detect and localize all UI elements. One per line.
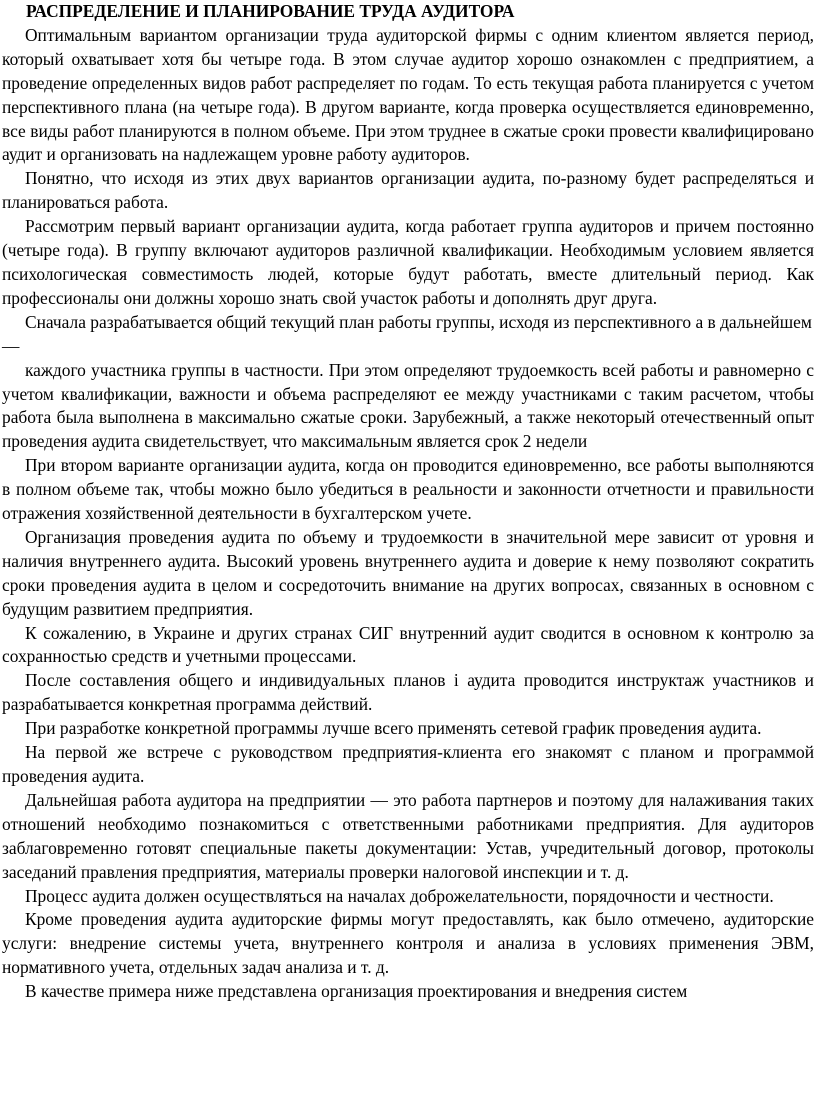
- paragraph-briefing: После составления общего и индивидуальных планов і аудита проводится инструктаж участников и разрабатывается конкретная программа действий.: [2, 670, 814, 715]
- paragraph-general-plan: Сначала разрабатывается общий текущий план работы группы, исходя из перспективного а в дальнейшем —: [2, 311, 812, 356]
- document-title: РАСПРЕДЕЛЕНИЕ И ПЛАНИРОВАНИЕ ТРУДА АУДИТОРА: [26, 1, 515, 21]
- paragraph-partners-work: Дальнейшая работа аудитора на предприятии — это работа партнеров и поэтому для налаживания таких отношений необходимо познакомиться с ответственными работниками предприятия. Для аудиторов заблаговременно готовят специальные пакеты документации: Устав, учредительный договор, протоколы заседаний правления предприятия, материалы проверки налоговой инспекции и т. д.: [2, 789, 814, 882]
- paragraph-audit-services: Кроме проведения аудита аудиторские фирмы могут предоставлять, как было отмечено, аудиторские услуги: внедрение системы учета, внутреннего контроля и анализа в условиях применения ЭВМ, нормативного учета, отдельных задач анализа и т. д.: [2, 909, 814, 978]
- paragraph-first-variant: Рассмотрим первый вариант организации аудита, когда работает группа аудиторов и причем постоянно (четыре года). В группу включают аудиторов различной квалификации. Необходимым условием является психологическая совместимость людей, которые будут работать, вместе длительный период. Как профессионалы они должны хорошо знать свой участок работы и дополнять друг друга.: [2, 216, 814, 308]
- paragraph-second-variant: При втором варианте организации аудита, когда он проводится единовременно, все работы выполняются в полном объеме так, чтобы можно было убедиться в реальности и законности отчетности и правильности отражения хозяйственной деятельности в бухгалтерском учете.: [2, 455, 814, 524]
- paragraph-network-schedule: При разработке конкретной программы лучше всего применять сетевой график проведения аудита.: [25, 718, 762, 739]
- paragraph-each-participant: каждого участника группы в частности. При этом определяют трудоемкость всей работы и равномерно с учетом квалификации, важности и объема распределяют ее между участниками с таким расчетом, чтобы работа была выполнена в максимально сжатые сроки. Зарубежный, а также некоторый отечественный опыт проведения аудита свидетельствует, что максимальным является срок 2 недели: [2, 359, 814, 452]
- paragraph-internal-audit: Организация проведения аудита по объему и трудоемкости в значительной мере зависит от уровня и наличия внутреннего аудита. Высокий уровень внутреннего аудита и доверие к нему позволяют сократить сроки проведения аудита в целом и сосредоточить внимание на других вопросах, связанных в основном с будущим развитием предприятия.: [2, 526, 814, 619]
- paragraph-audit-principles: Процесс аудита должен осуществляться на началах доброжелательности, порядочности и честности.: [25, 885, 774, 906]
- paragraph-ukraine-cis: К сожалению, в Украине и других странах СИГ внутренний аудит сводится в основном к контролю за сохранностью средств и учетными процессами.: [2, 622, 814, 667]
- paragraph-example: В качестве примера ниже представлена организация проектирования и внедрения систем: [25, 981, 688, 1002]
- paragraph-first-meeting: На первой же встрече с руководством предприятия-клиента его знакомят с планом и программой проведения аудита.: [2, 742, 814, 786]
- paragraph-two-variants: Понятно, что исходя из этих двух вариантов организации аудита, по-разному будет распределяться и планироваться работа.: [2, 168, 814, 213]
- paragraph-optimal-variant: Оптимальным вариантом организации труда аудиторской фирмы с одним клиентом является период, который охватывает хотя бы четыре года. В этом случае аудитор хорошо ознакомлен с предприятием, а проведение определенных видов работ распределяет по годам. То есть текущая работа планируется с учетом перспективного плана (на четыре года). В другом варианте, когда проверка осуществляется единовременно, все виды работ планируются в полном объеме. При этом труднее в сжатые сроки провести квалифицировано аудит и организовать на надлежащем уровне работу аудиторов.: [2, 24, 814, 165]
